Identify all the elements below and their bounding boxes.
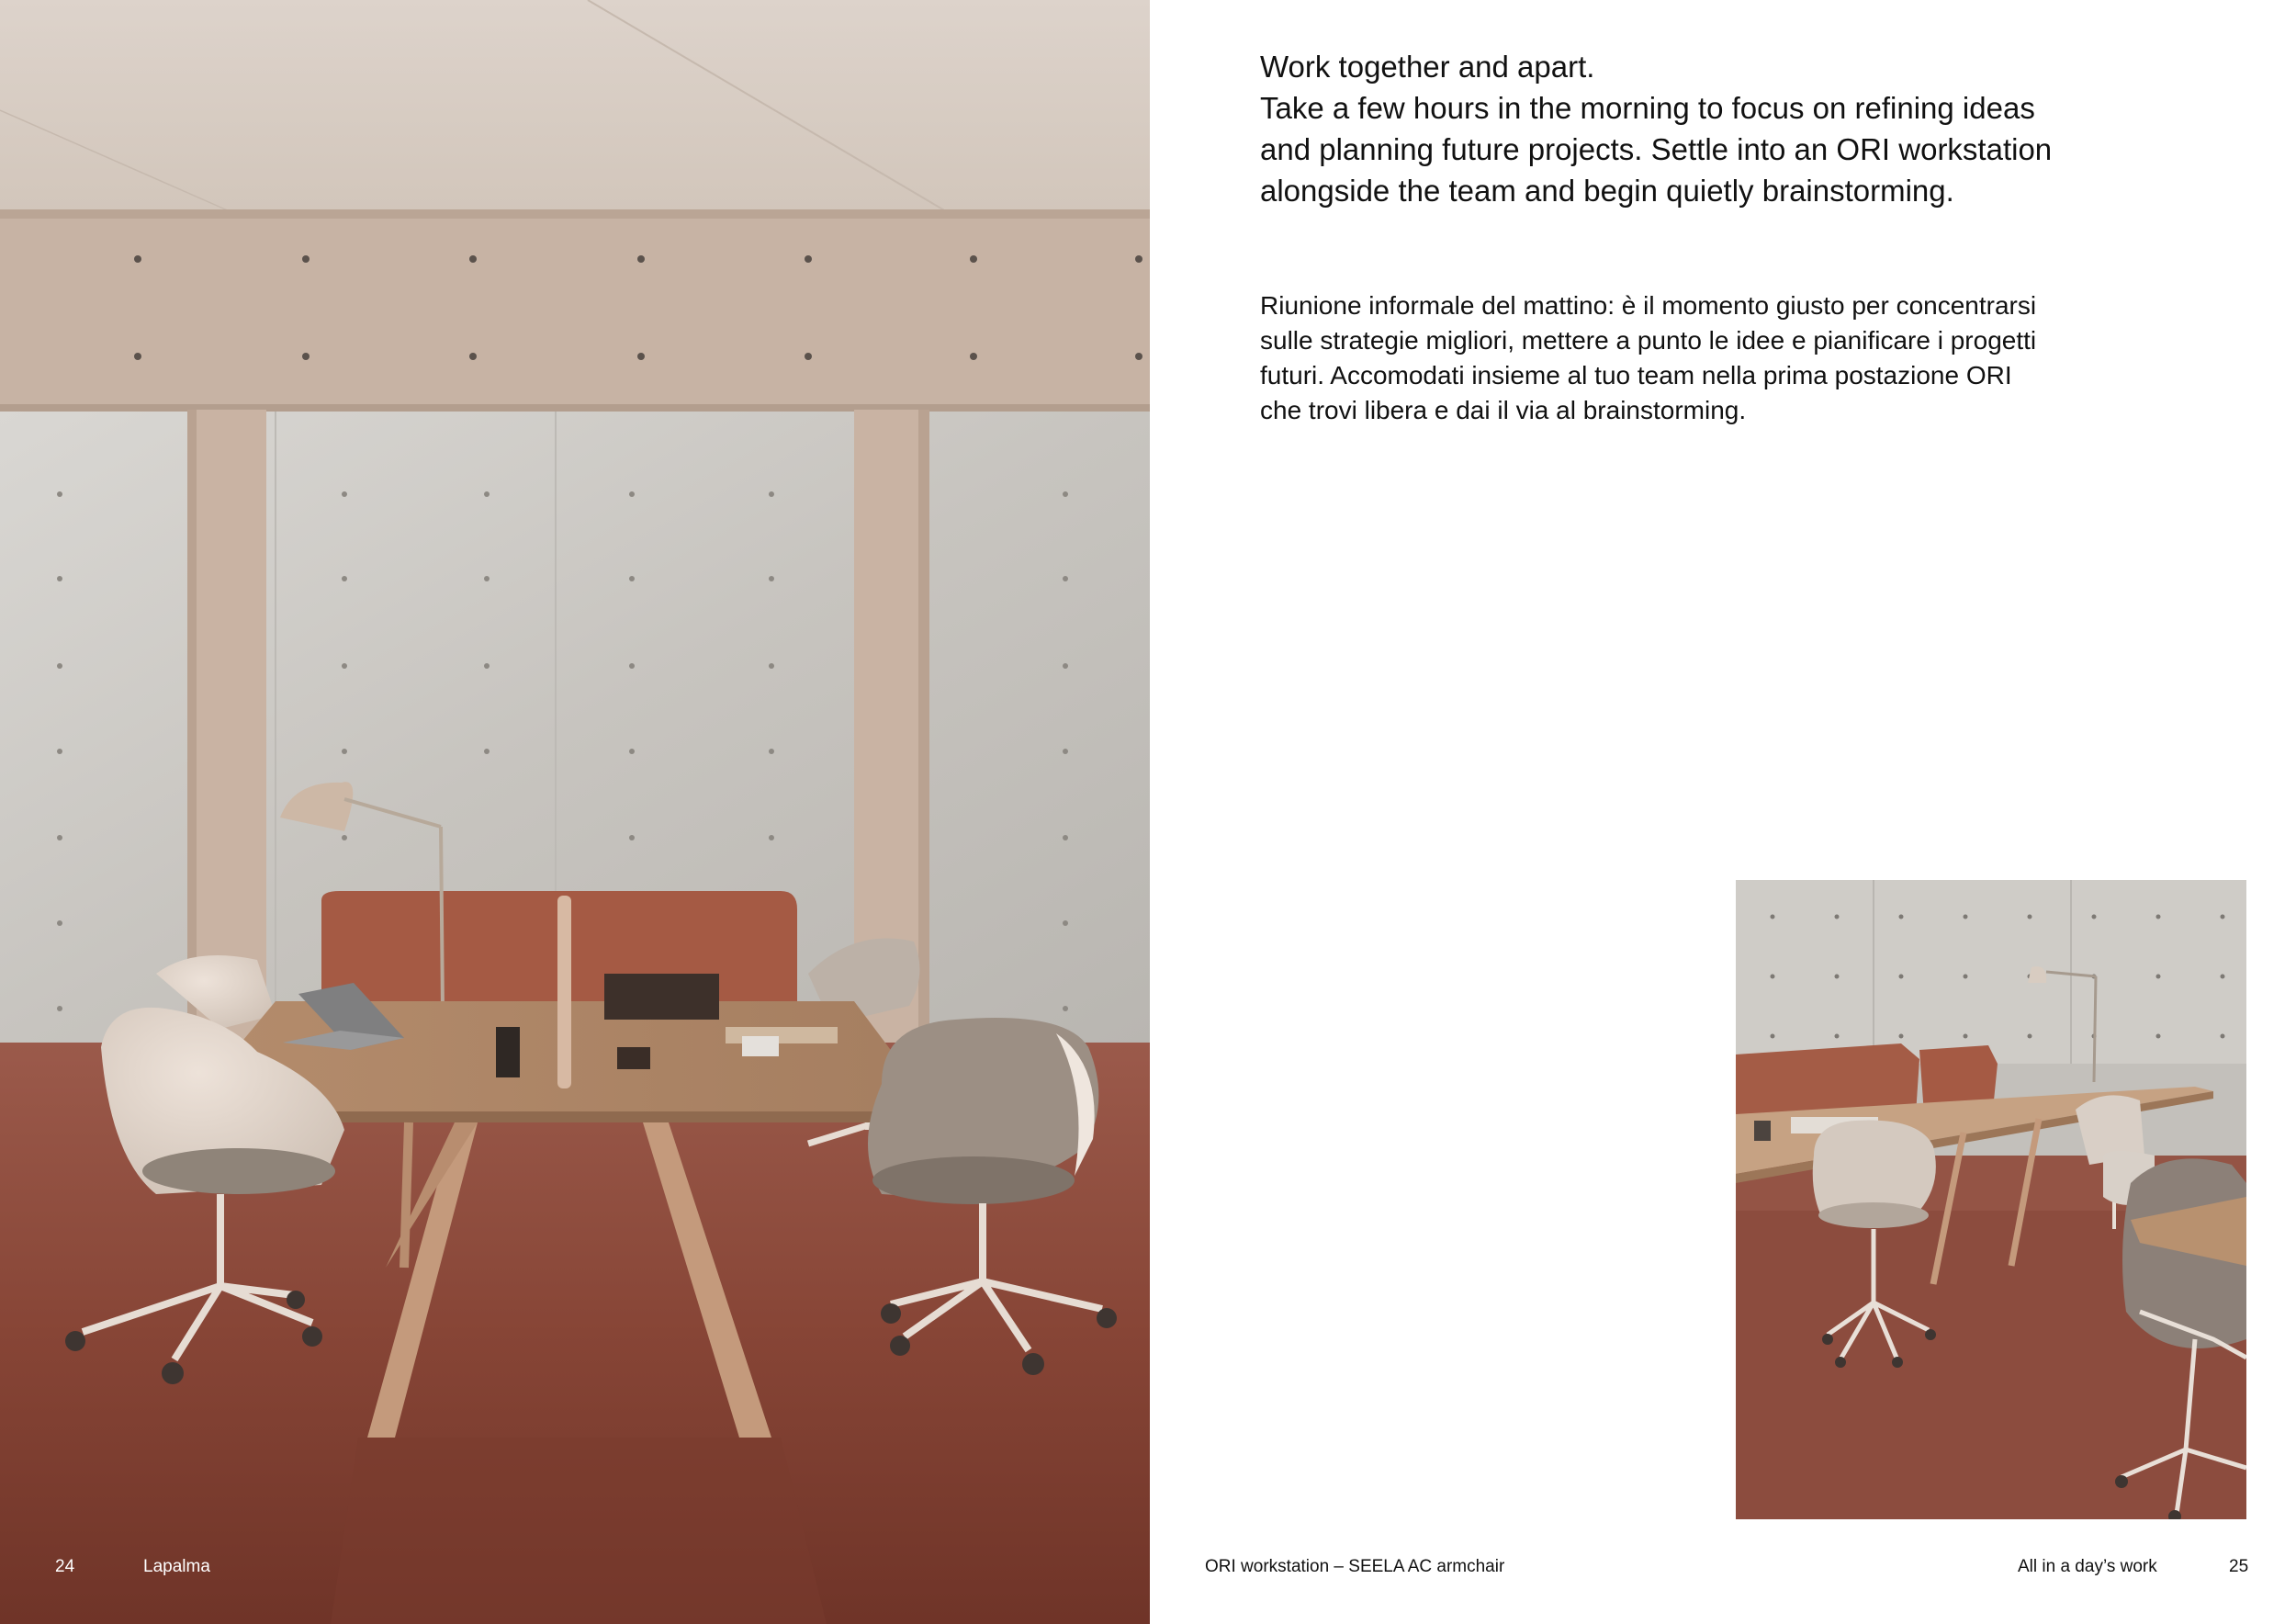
intro-italian-line: Riunione informale del mattino: è il momento giusto per concentrarsi <box>1260 291 2037 320</box>
intro-italian-line: che trovi libera e dai il via al brainstorming. <box>1260 396 1747 424</box>
intro-italian-line: sulle strategie migliori, mettere a punto le idee e pianificare i progetti <box>1260 326 2037 355</box>
secondary-photo-workstation <box>1736 880 2246 1519</box>
intro-italian <box>1260 288 2142 428</box>
intro-english-line: Work together and apart. <box>1260 50 1595 84</box>
secondary-photo-illustration <box>1736 880 2246 1519</box>
intro-italian-line: futuri. Accomodati insieme al tuo team nella prima postazione ORI <box>1260 361 2012 389</box>
intro-english-line: alongside the team and begin quietly brainstorming. <box>1260 174 1954 208</box>
photo-caption: ORI workstation – SEELA AC armchair <box>1205 1557 1505 1576</box>
intro-english <box>1260 46 2178 211</box>
intro-english-line: and planning future projects. Settle into an ORI workstation <box>1260 132 2053 166</box>
section-title: All in a day’s work <box>2018 1557 2157 1576</box>
page-number-left: 24 <box>55 1557 75 1576</box>
intro-english-line: Take a few hours in the morning to focus on refining ideas <box>1260 91 2035 125</box>
brand-name: Lapalma <box>143 1557 210 1576</box>
page-number-right: 25 <box>2229 1557 2249 1576</box>
